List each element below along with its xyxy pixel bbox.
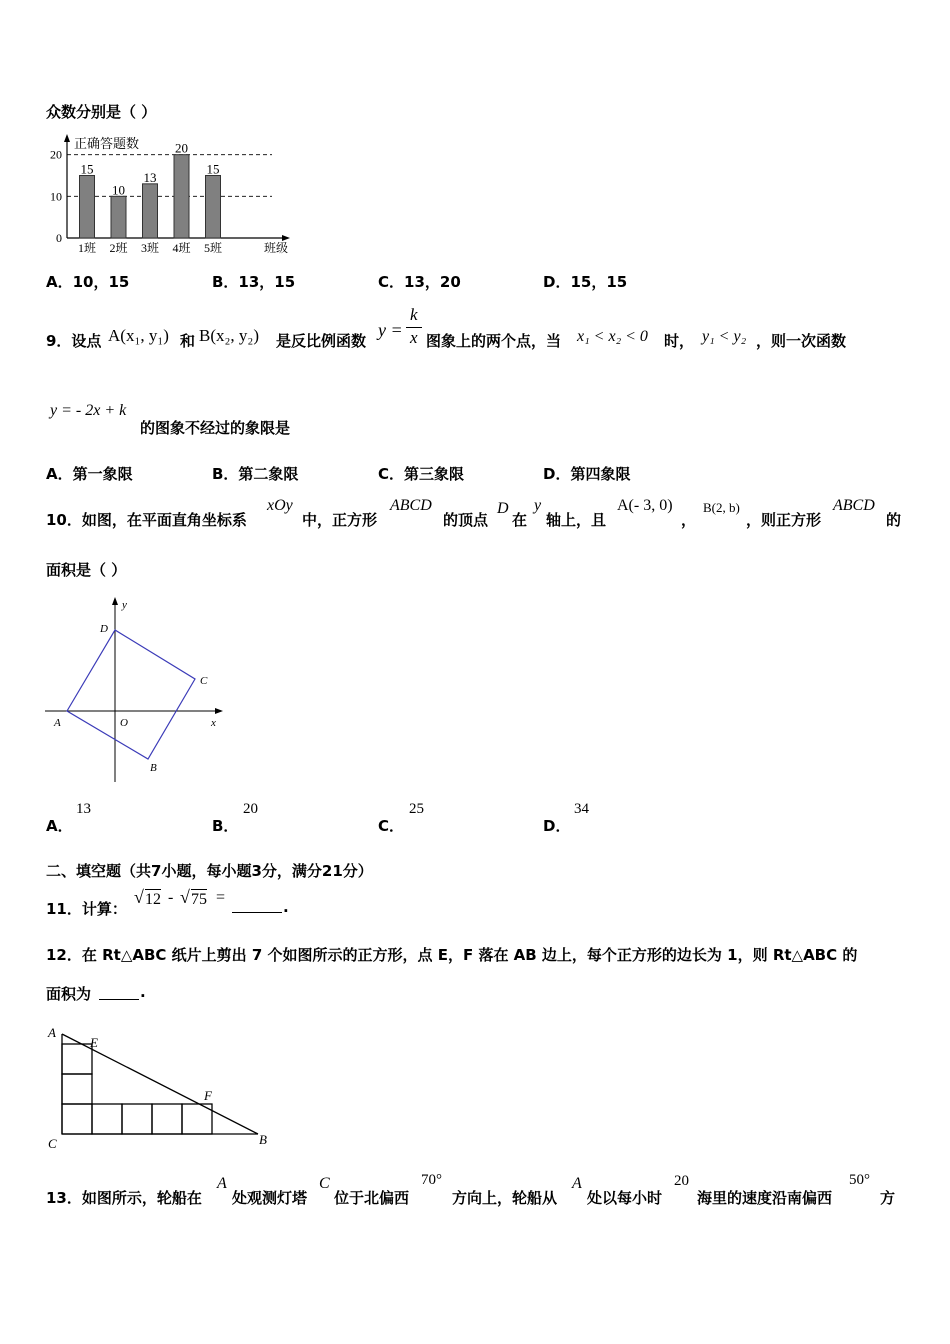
q13-a2: A — [572, 1175, 582, 1192]
chart-category-label: 5班 — [203, 241, 223, 255]
q9-frac-den: x — [410, 328, 418, 347]
section2-heading: 二、填空题（共7小题，每小题3分，满分21分） — [46, 862, 373, 880]
fig10-label-b: B — [150, 762, 157, 774]
fig10-label-d: D — [100, 623, 108, 635]
q11-radicand2: 75 — [191, 891, 207, 908]
q11-end: . — [283, 898, 289, 916]
q10-option-b-letter[interactable]: B． — [212, 817, 239, 835]
chart-ytick-label: 10 — [50, 189, 62, 204]
q13-text3: 位于北偏西 — [334, 1189, 410, 1207]
q10-option-b-value: 20 — [243, 801, 258, 817]
q11-equals: = — [216, 889, 226, 906]
fig10-label-c: C — [200, 675, 208, 687]
q9-option-b[interactable]: B．第二象限 — [212, 465, 299, 483]
chart-category-label: 4班 — [172, 241, 191, 255]
q10-option-d-letter[interactable]: D． — [543, 817, 571, 835]
chart-bar — [143, 184, 158, 238]
q13-text5: 处以每小时 — [587, 1189, 663, 1207]
q9-y-eq: y = — [378, 320, 403, 340]
fig12-label-f: F — [204, 1088, 212, 1103]
q12-line2: 面积为 — [46, 985, 92, 1003]
chart-ylabel: 正确答题数 — [74, 136, 140, 151]
chart-bar — [206, 176, 221, 239]
chart-y-arrow — [64, 134, 70, 142]
q8-stem-tail: 众数分别是（ ） — [46, 103, 157, 121]
fig10-x-arrow — [215, 708, 223, 714]
chart-data-label: 15 — [80, 161, 94, 177]
q9-function: y = - 2x + k — [50, 402, 127, 419]
q13-angle1: 70° — [421, 1172, 442, 1188]
q13-angle2: 50° — [849, 1172, 870, 1188]
fig10-label-x: x — [211, 717, 216, 729]
q13-text7: 方 — [880, 1189, 896, 1207]
q10-option-a-value: 13 — [76, 801, 91, 817]
chart-ytick-label: 20 — [50, 147, 62, 162]
q12-figure — [40, 1022, 280, 1152]
fig10-label-a: A — [54, 717, 61, 729]
chart-category-label: 1班 — [77, 241, 97, 255]
q12-end: . — [140, 983, 146, 1001]
q10-abcd2: ABCD — [833, 497, 875, 514]
q10-d: D — [497, 500, 509, 517]
q10-option-a-letter[interactable]: A． — [46, 817, 73, 835]
chart-bar — [174, 155, 189, 238]
q13-speed: 20 — [674, 1173, 689, 1189]
chart-bar — [111, 196, 126, 238]
q10-figure — [40, 592, 230, 784]
q13-text2: 处观测灯塔 — [232, 1189, 308, 1207]
q10-abcd: ABCD — [390, 497, 432, 514]
fig10-y-arrow — [112, 597, 118, 605]
fig12-square-6 — [152, 1104, 182, 1134]
chart-bar — [80, 176, 95, 239]
q9-is: 是反比例函数 — [276, 332, 367, 350]
q10-comma1: ， — [681, 511, 697, 529]
q9-point-b: B(x₂, y₂) — [199, 326, 260, 345]
q8-option-a[interactable]: A．10，15 — [46, 273, 130, 291]
q13-a1: A — [217, 1175, 227, 1192]
fig12-label-e: E — [90, 1035, 98, 1050]
q10-option-c-letter[interactable]: C． — [378, 817, 405, 835]
q11-radical1-sign: √ — [134, 887, 144, 907]
q11-radicand1: 12 — [145, 891, 161, 908]
fig12-square-2 — [62, 1074, 92, 1104]
fig12-square-3 — [62, 1104, 92, 1134]
q9-option-a[interactable]: A．第一象限 — [46, 465, 133, 483]
chart-xlabel: 班级 — [264, 241, 289, 255]
q10-de: 的 — [886, 511, 902, 529]
q11-label: 11．计算： — [46, 900, 127, 918]
q10-number: 10．如图，在平面直角坐标系 — [46, 511, 247, 529]
q10-option-d-value: 34 — [574, 801, 589, 817]
q9-and: 和 — [180, 332, 196, 350]
fig12-square-5 — [122, 1104, 152, 1134]
fig12-label-a: A — [48, 1025, 56, 1040]
chart-data-label: 20 — [175, 140, 188, 156]
q10-comma2: ，则正方形 — [746, 511, 822, 529]
chart-data-label: 10 — [112, 182, 125, 198]
q9-frac-num: k — [410, 305, 418, 324]
chart-ytick-label: 0 — [56, 231, 62, 245]
q9-when: 时， — [664, 332, 695, 350]
chart-data-label: 13 — [143, 169, 157, 185]
q10-y: y — [534, 497, 542, 514]
chart-category-label: 2班 — [109, 241, 128, 255]
fig10-label-y: y — [122, 599, 127, 611]
q10-vertex: 的顶点 — [443, 511, 489, 529]
q9-tail: 的图象不经过的象限是 — [140, 419, 291, 437]
fig12-square-4 — [92, 1104, 122, 1134]
fig12-square-1 — [62, 1044, 92, 1074]
q9-cond2: y₁ < y₂ — [702, 328, 747, 345]
q8-option-d[interactable]: D．15，15 — [543, 273, 628, 291]
q11-radical2-sign: √ — [180, 887, 190, 907]
q13-text6: 海里的速度沿南偏西 — [697, 1189, 833, 1207]
q11-answer-blank[interactable] — [232, 898, 282, 913]
q8-option-b[interactable]: B．13，15 — [212, 273, 296, 291]
q10-axis: 轴上，且 — [546, 511, 607, 529]
fig10-square — [67, 630, 195, 759]
q10-mid: 中，正方形 — [302, 511, 378, 529]
q9-number: 9．设点 — [46, 332, 102, 350]
q8-option-c[interactable]: C．13，20 — [378, 273, 461, 291]
q12-line1: 12．在 Rt△ABC 纸片上剪出 7 个如图所示的正方形，点 E，F 落在 AB 边上，每个正方形的边长为 1，则 Rt△ABC 的 — [46, 946, 858, 964]
q13-text4: 方向上，轮船从 — [452, 1189, 558, 1207]
q9-points-text: 图象上的两个点，当 — [426, 332, 562, 350]
chart-data-label: 15 — [206, 161, 220, 177]
q12-answer-blank[interactable] — [99, 985, 139, 1000]
q10-on: 在 — [512, 511, 528, 529]
q9-point-a: A(x₁, y₁) — [108, 326, 169, 345]
q8-bar-chart — [40, 130, 302, 258]
fig12-label-b: B — [259, 1132, 267, 1147]
fig12-label-c: C — [48, 1136, 57, 1151]
q10-point-a: A(- 3, 0) — [617, 497, 673, 514]
q13-text1: 13．如图所示，轮船在 — [46, 1189, 202, 1207]
q9-option-d[interactable]: D．第四象限 — [543, 465, 631, 483]
q10-xoy: xOy — [267, 497, 293, 514]
fig10-label-o: O — [120, 717, 128, 729]
q9-then: ，则一次函数 — [756, 332, 847, 350]
q10-line2: 面积是（ ） — [46, 561, 127, 579]
q9-cond1: x₁ < x₂ < 0 — [577, 328, 648, 345]
q11-minus: - — [168, 889, 174, 906]
chart-category-label: 3班 — [140, 241, 160, 255]
q9-option-c[interactable]: C．第三象限 — [378, 465, 465, 483]
q10-point-b: B(2, b) — [703, 500, 740, 515]
q13-c: C — [319, 1175, 330, 1192]
q10-option-c-value: 25 — [409, 801, 424, 817]
